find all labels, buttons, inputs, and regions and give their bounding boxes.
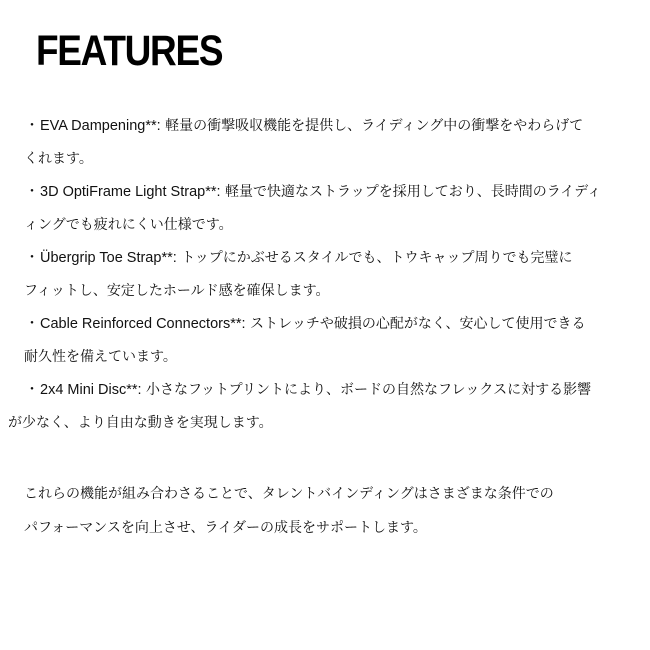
feature-name: Cable Reinforced Connectors**: bbox=[40, 316, 246, 332]
feature-description-continued: 耐久性を備えています。 bbox=[24, 349, 177, 365]
feature-list bbox=[8, 110, 640, 440]
bullet-dot: ・ bbox=[25, 118, 39, 134]
feature-name: EVA Dampening**: bbox=[40, 118, 161, 134]
feature-description-continued: ィングでも疲れにくい仕様です。 bbox=[24, 217, 233, 233]
feature-item-mini-disc bbox=[8, 374, 640, 440]
feature-item-optiframe-strap bbox=[24, 176, 640, 242]
feature-description: 軽量で快適なストラップを採用しており、長時間のライディ bbox=[220, 184, 602, 200]
feature-item-ubergrip-toe-strap bbox=[24, 242, 640, 308]
bullet-dot: ・ bbox=[25, 382, 39, 398]
closing-line: パフォーマンスを向上させ、ライダーの成長をサポートします。 bbox=[24, 520, 427, 536]
page-title: FEATURES bbox=[36, 27, 223, 75]
bullet-dot: ・ bbox=[25, 250, 39, 266]
feature-description-continued: くれます。 bbox=[24, 151, 93, 167]
bullet-dot: ・ bbox=[25, 316, 39, 332]
closing-paragraph bbox=[24, 477, 640, 545]
feature-description-continued: フィットし、安定したホールド感を確保します。 bbox=[24, 283, 330, 299]
feature-description-continued: が少なく、より自由な動きを実現します。 bbox=[8, 415, 273, 431]
feature-description: トップにかぶせるスタイルでも、トウキャップ周りでも完璧に bbox=[176, 250, 573, 266]
closing-line: これらの機能が組み合わさることで、タレントバインディングはさまざまな条件での bbox=[24, 486, 554, 502]
feature-description: ストレッチや破損の心配がなく、安心して使用できる bbox=[245, 316, 586, 332]
bullet-dot: ・ bbox=[25, 184, 39, 200]
feature-name: 2x4 Mini Disc**: bbox=[40, 382, 142, 398]
feature-item-eva-dampening bbox=[24, 110, 640, 176]
feature-name: Übergrip Toe Strap**: bbox=[40, 250, 177, 266]
feature-name: 3D OptiFrame Light Strap**: bbox=[40, 184, 221, 200]
feature-description: 小さなフットプリントにより、ボードの自然なフレックスに対する影響 bbox=[141, 382, 592, 398]
feature-description: 軽量の衝撃吸収機能を提供し、ライディング中の衝撃をやわらげて bbox=[160, 118, 584, 134]
feature-item-cable-connectors bbox=[24, 308, 640, 374]
